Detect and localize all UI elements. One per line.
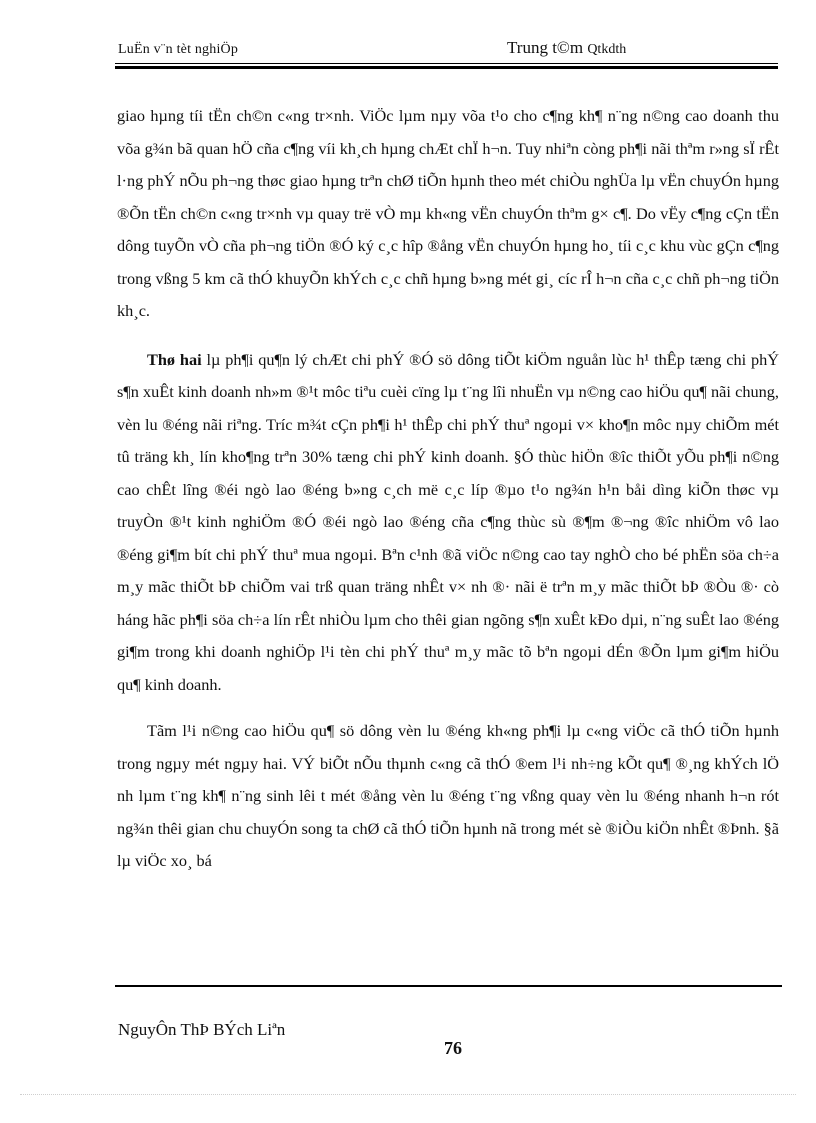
header-center-main: Trung t©m xyxy=(507,38,584,57)
paragraph-1 xyxy=(117,100,779,328)
header-thesis-title: LuËn v¨n tèt nghiÖp xyxy=(118,42,239,57)
header-rule-thin xyxy=(115,63,778,64)
paragraph-3 xyxy=(117,715,779,878)
page-number: 76 xyxy=(444,1038,462,1058)
footer-author: NguyÔn ThÞ BÝch Liªn xyxy=(118,1020,286,1039)
paragraph-2 xyxy=(117,344,779,702)
paragraph-2-text: lµ ph¶i qu¶n lý chÆt chi phÝ ®Ó sö dông tiÕt kiÖm nguån lùc h¹ thÊp tæng chi phÝ s¶n xuÊt kinh doanh nh»m ®¹t môc tiªu cuèi cïng lµ t¨ng lîi nhuËn vµ n©ng cao hiÖu qu¶ nãi chung, vèn lu ®éng nãi riªng. Tríc m¾t cÇn ph¶i h¹ thÊp chi phÝ thuª ngoµi v× kho¶n môc nµy chiÕm mét tû träng kh¸ lín kho¶ng trªn 30% tæng chi phÝ kinh doanh. §Ó thùc hiÖn ®îc thiÕt yÕu ph¶i n©ng cao chÊt lîng ®éi ngò lao ®éng b»ng c¸ch më c¸c líp ®µo t¹o ng¾n h¹n båi dìng kiÕn thøc vµ truyÒn ®¹t kinh nghiÖm ®Ó ®éi ngò lao ®éng cña c¶ng thùc sù ®¶m ®¬ng ®îc nhiÖm vô lao ®éng gi¶m bít chi phÝ thuª mua ngoµi. Bªn c¹nh ®ã viÖc n©ng cao tay nghÒ cho bé phËn söa ch÷a m¸y mãc thiÕt bÞ chiÕm vai trß quan träng nhÊt v× nh ®· nãi ë trªn m¸y mãc thiÕt bÞ ®Òu ®· cò háng hãc ph¶i söa ch÷a lín rÊt nhiÒu lµm cho thêi gian ngõng s¶n xuÊt kÐo dµi, n¨ng suÊt lao ®éng gi¶m trong khi doanh nghiÖp l¹i tèn chi phÝ thuª m¸y mãc tõ bªn ngoµi dÉn ®Õn lµm gi¶m hiÖu qu¶ kinh doanh. xyxy=(117,349,779,694)
page-bottom-dotted-line xyxy=(20,1094,796,1095)
paragraph-2-lead: Thø hai xyxy=(147,349,202,369)
paragraph-1-text: giao hµng tíi tËn ch©n c«ng tr×nh. ViÖc lµm nµy võa t¹o cho c¶ng kh¶ n¨ng n©ng cao doanh thu võa g¾n bã quan hÖ cña c¶ng víi kh¸ch hµng chÆt chÏ h¬n. Tuy nhiªn còng ph¶i nãi thªm r»ng sÏ rÊt l·ng phÝ nÕu ph¬ng thøc giao hµng trªn chØ tiÕn hµnh theo mét chiÒu nghÜa lµ vËn chuyÓn hµng ®Õn tËn ch©n c«ng tr×nh vµ quay trë vÒ mµ kh«ng vËn chuyÓn thªm g× c¶. Do vËy c¶ng cÇn tËn dông tuyÕn vÒ cña ph¬ng tiÖn ®Ó ký c¸c hîp ®ång vËn chuyÓn hµng ho¸ tíi c¸c khu vùc gÇn c¶ng trong vßng 5 km cã thÓ khuyÕn khÝch c¸c chñ hµng b»ng mét gi¸ cíc rÎ h¬n cña c¸c chñ ph¬ng tiÖn kh¸c. xyxy=(117,106,779,320)
footer-rule xyxy=(115,985,782,987)
header-rule-thick xyxy=(115,66,778,69)
paragraph-3-text: Tãm l¹i n©ng cao hiÖu qu¶ sö dông vèn lu ®éng kh«ng ph¶i lµ c«ng viÖc cã thÓ tiÕn hµnh trong ngµy mét ngµy hai. VÝ biÕt nÕu thµnh c«ng cã thÓ ®em l¹i nh÷ng kÕt qu¶ ®¸ng khÝch lÖ nh lµm t¨ng kh¶ n¨ng sinh lêi t mét ®ång vèn lu ®éng t¨ng vßng quay vèn lu ®éng nhanh h¬n rót ng¾n thêi gian chu chuyÓn song ta chØ cã thÓ tiÕn hµnh nã trong mét sè ®iÒu kiÖn nhÊt ®Þnh. §ã lµ viÖc xo¸ bá xyxy=(117,721,779,870)
body-text xyxy=(117,100,779,878)
header-center-abbr: Qtkdth xyxy=(587,42,627,57)
header-center-name xyxy=(507,38,626,58)
